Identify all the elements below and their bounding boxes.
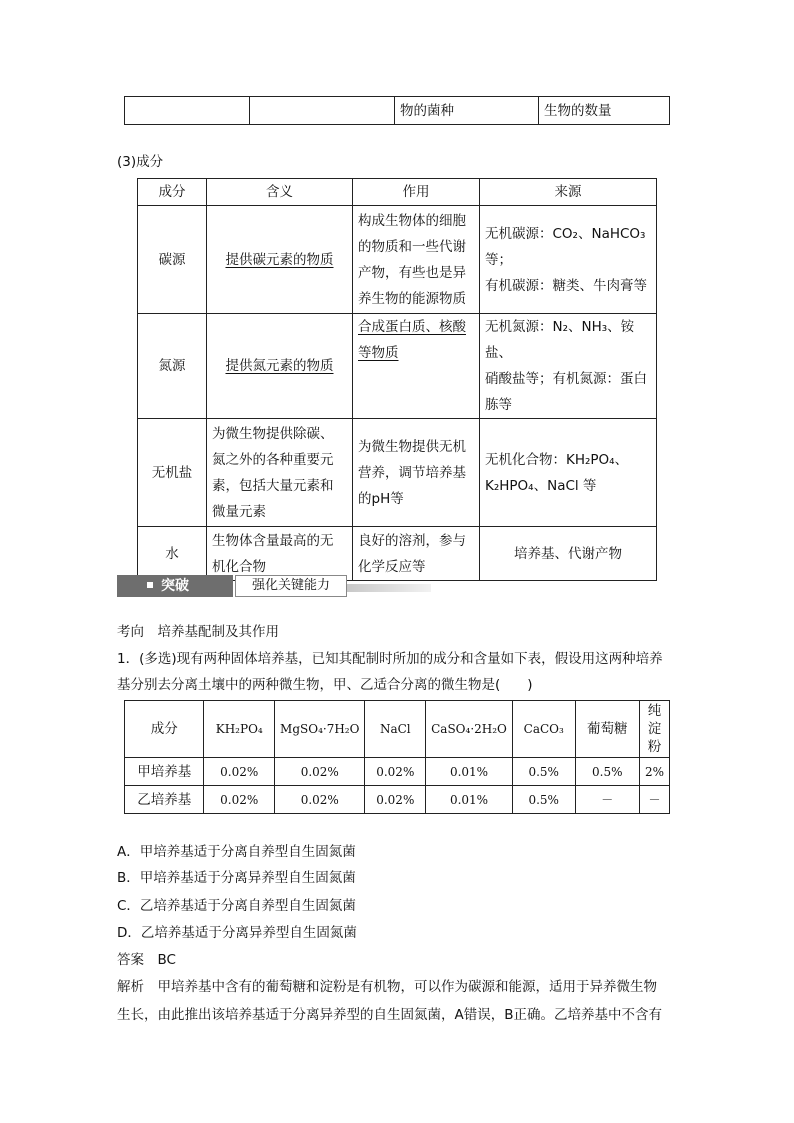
source-cell: 培养基、代谢产物 <box>480 527 657 581</box>
question-line: 1．(多选)现有两种固体培养基，已知其配制时所加的成分和含量如下表，假设用这两种培养 <box>117 651 663 667</box>
table-cell: 乙培养基 <box>125 786 204 814</box>
text-line: 营养，调节培养基 <box>358 464 466 481</box>
role-cell <box>353 419 480 527</box>
row-name: 碳源 <box>138 206 207 314</box>
banner-dark-label <box>117 575 233 597</box>
table-cell: － <box>575 786 639 814</box>
analysis-line: 解析 甲培养基中含有的葡萄糖和淀粉是有机物，可以作为碳源和能源，适用于异养微生物 <box>117 979 657 995</box>
text-line: 无机氮源：N₂、NH₃、铵盐、 <box>485 319 635 361</box>
banner-fade-bar <box>347 584 431 592</box>
table-cell: 2% <box>639 758 669 786</box>
row-name: 无机盐 <box>138 419 207 527</box>
header-cell: CaSO₄·2H₂O <box>426 701 513 758</box>
text-line: 氮之外的各种重要元 <box>212 451 334 468</box>
text-line: 养生物的能源物质 <box>358 290 466 307</box>
text-line: 等物质 <box>358 345 399 361</box>
option-a: A．甲培养基适于分离自养型自生固氮菌 <box>117 844 356 860</box>
table-row <box>125 97 670 125</box>
answer-line: 答案 BC <box>117 952 176 968</box>
role-cell <box>353 314 480 419</box>
meaning-cell <box>207 419 353 527</box>
table-cell: 甲培养基 <box>125 758 204 786</box>
table-cell: － <box>639 786 669 814</box>
section-banner <box>117 575 431 597</box>
header-cell: 葡萄糖 <box>575 701 639 758</box>
table-cell: 0.01% <box>426 786 513 814</box>
table-cell: 物的菌种 <box>395 97 539 125</box>
table-row <box>138 527 657 581</box>
source-cell <box>480 419 657 527</box>
table-cell: 0.5% <box>512 786 575 814</box>
table-cell: 0.5% <box>512 758 575 786</box>
meaning-cell <box>207 527 353 581</box>
source-cell <box>480 206 657 314</box>
text-line: 无机化合物：KH₂PO₄、 <box>485 451 629 468</box>
table-row <box>125 786 670 814</box>
option-d: D．乙培养基适于分离异养型自生固氮菌 <box>117 925 357 941</box>
table-cell <box>250 97 395 125</box>
table-cell: 0.02% <box>275 758 365 786</box>
text-line: 产物，有些也是异 <box>358 264 466 281</box>
banner-dark-text: 突破 <box>161 578 189 594</box>
header-cell: 成分 <box>138 179 207 206</box>
header-cell: 作用 <box>353 179 480 206</box>
table-cell: 0.01% <box>426 758 513 786</box>
text-line: 微量元素 <box>212 503 266 520</box>
header-cell: MgSO₄·7H₂O <box>275 701 365 758</box>
text-line: 的pH等 <box>358 490 404 507</box>
meaning-text: 提供氮元素的物质 <box>225 358 334 374</box>
header-cell: 成分 <box>125 701 204 758</box>
composition-table <box>137 178 657 581</box>
meaning-text: 提供碳元素的物质 <box>225 251 334 268</box>
top-partial-table <box>124 96 670 125</box>
table-row <box>138 314 657 419</box>
table-row <box>138 206 657 314</box>
table-cell: 0.02% <box>365 786 426 814</box>
header-cell: 纯淀粉 <box>639 701 669 758</box>
text-line: 生物体含量最高的无 <box>212 532 334 549</box>
table-cell <box>125 97 250 125</box>
section-title: (3)成分 <box>117 154 164 170</box>
text-line: K₂HPO₄、NaCl 等 <box>485 477 597 494</box>
table-cell: 0.02% <box>204 758 275 786</box>
text-line: 化学反应等 <box>358 558 426 575</box>
row-name: 氮源 <box>138 314 207 419</box>
table-row <box>125 758 670 786</box>
table-cell: 0.02% <box>365 758 426 786</box>
text-line: 有机碳源：糖类、牛肉膏等 <box>485 277 647 294</box>
table-cell: 0.02% <box>204 786 275 814</box>
option-b: B．甲培养基适于分离异养型自生固氮菌 <box>117 870 356 886</box>
text-line: 素，包括大量元素和 <box>212 477 334 494</box>
text-line: 无机碳源：CO₂、NaHCO₃等； <box>485 225 646 268</box>
source-cell <box>480 314 657 419</box>
media-table <box>124 700 670 814</box>
analysis-line: 生长，由此推出该培养基适于分离异养型的自生固氮菌，A错误，B正确。乙培养基中不含有 <box>117 1007 662 1023</box>
kaoxiang-heading: 考向 培养基配制及其作用 <box>117 624 279 640</box>
table-row <box>138 419 657 527</box>
banner-light-label: 强化关键能力 <box>235 575 347 597</box>
text-line: 硝酸盐等；有机氮源：蛋白 <box>485 371 647 387</box>
text-line: 为微生物提供无机 <box>358 438 466 455</box>
option-c: C．乙培养基适于分离自养型自生固氮菌 <box>117 898 356 914</box>
text-line: 合成蛋白质、核酸 <box>358 319 466 335</box>
header-cell: NaCl <box>365 701 426 758</box>
table-cell: 0.5% <box>575 758 639 786</box>
question-line: 基分别去分离土壤中的两种微生物，甲、乙适合分离的微生物是( ) <box>117 677 533 693</box>
row-name: 水 <box>138 527 207 581</box>
square-icon <box>147 582 153 588</box>
header-cell: 来源 <box>480 179 657 206</box>
text-line: 构成生物体的细胞 <box>358 212 466 229</box>
text-line: 良好的溶剂，参与 <box>358 532 466 549</box>
table-cell: 生物的数量 <box>539 97 670 125</box>
header-cell: 含义 <box>207 179 353 206</box>
text-line: 机化合物 <box>212 558 266 575</box>
table-header-row <box>125 701 670 758</box>
table-header-row <box>138 179 657 206</box>
text-line: 胨等 <box>485 397 512 413</box>
header-cell: KH₂PO₄ <box>204 701 275 758</box>
role-cell <box>353 206 480 314</box>
role-cell <box>353 527 480 581</box>
text-line: 为微生物提供除碳、 <box>212 425 334 442</box>
table-cell: 0.02% <box>275 786 365 814</box>
text-line: 的物质和一些代谢 <box>358 238 466 255</box>
header-cell: CaCO₃ <box>512 701 575 758</box>
